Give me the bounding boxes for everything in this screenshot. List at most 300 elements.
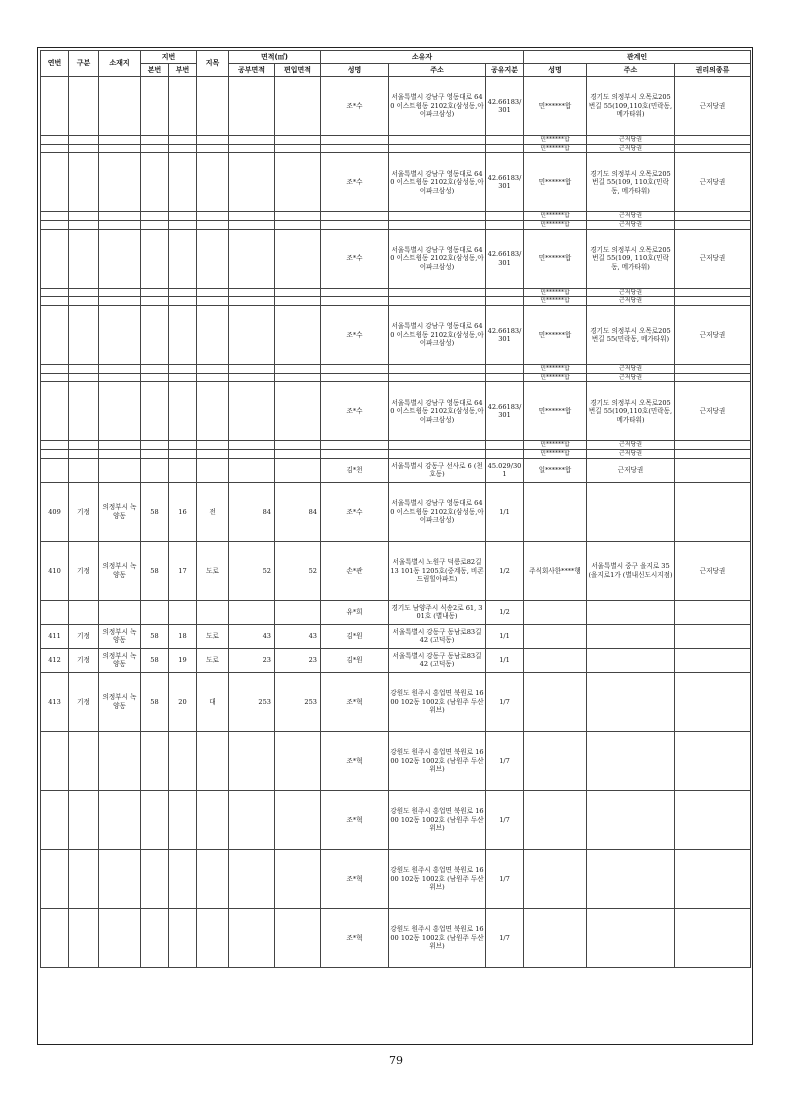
cell-party-name: 민******합 [524, 212, 587, 221]
cell-party-name [524, 648, 587, 672]
cell-party-right [675, 365, 751, 374]
cell-party-address: 근저당권 [587, 458, 675, 482]
cell-lot-sub [169, 221, 197, 230]
cell-area-included: 253 [275, 672, 321, 731]
cell-lot-main: 58 [141, 541, 169, 600]
cell-owner-name: 김*원 [321, 648, 389, 672]
cell-party-right: 근저당권 [675, 382, 751, 441]
cell-area-official [229, 153, 275, 212]
cell-category [69, 849, 99, 908]
cell-category [69, 144, 99, 153]
cell-owner-address: 서울특별시 강동구 선사로 6 (천호동) [389, 458, 486, 482]
cell-owner-name: 조*수 [321, 306, 389, 365]
cell-category [69, 297, 99, 306]
cell-lot-sub [169, 229, 197, 288]
cell-owner-name: 조*혁 [321, 672, 389, 731]
cell-owner-name: 조*혁 [321, 731, 389, 790]
cell-land-type [197, 212, 229, 221]
cell-party-address: 근저당권 [587, 144, 675, 153]
cell-party-address [587, 790, 675, 849]
cell-row-no [41, 221, 69, 230]
cell-party-right: 근저당권 [675, 229, 751, 288]
cell-party-right [675, 221, 751, 230]
cell-area-included [275, 382, 321, 441]
table-row [41, 458, 751, 482]
cell-row-no [41, 288, 69, 297]
cell-land-type [197, 382, 229, 441]
cell-owner-name: 조*혁 [321, 790, 389, 849]
header-party-name: 성명 [524, 64, 587, 77]
header-row-no: 연번 [41, 51, 69, 77]
cell-land-type [197, 77, 229, 136]
cell-owner-name: 김*천 [321, 458, 389, 482]
cell-row-no [41, 153, 69, 212]
cell-row-no [41, 144, 69, 153]
cell-area-included [275, 221, 321, 230]
cell-lot-sub [169, 382, 197, 441]
cell-owner-name: 조*수 [321, 382, 389, 441]
cell-owner-address: 서울특별시 강남구 영동대로 640 이스트윙동 2102호(삼성동,아이파크삼성) [389, 482, 486, 541]
cell-owner-address [389, 441, 486, 450]
cell-lot-main [141, 600, 169, 624]
cell-owner-address: 강원도 원주시 흥업면 북원로 1600 102동 1002호 (남원주 두산위브) [389, 672, 486, 731]
cell-owner-share: 45.029/301 [486, 458, 524, 482]
cell-party-name: 민******합 [524, 306, 587, 365]
cell-party-address: 근저당권 [587, 450, 675, 459]
table-row [41, 600, 751, 624]
header-party-right: 권리의종류 [675, 64, 751, 77]
cell-category [69, 365, 99, 374]
cell-location: 의정부시 녹양동 [99, 672, 141, 731]
cell-area-included: 84 [275, 482, 321, 541]
cell-party-name [524, 849, 587, 908]
cell-row-no [41, 136, 69, 145]
cell-owner-share: 1/1 [486, 482, 524, 541]
cell-category [69, 306, 99, 365]
cell-row-no: 413 [41, 672, 69, 731]
cell-lot-sub [169, 373, 197, 382]
cell-lot-main [141, 153, 169, 212]
cell-row-no [41, 306, 69, 365]
cell-row-no [41, 790, 69, 849]
cell-owner-share: 1/1 [486, 624, 524, 648]
header-area: 면적(㎡) [229, 51, 321, 64]
cell-owner-name: 조*수 [321, 482, 389, 541]
cell-row-no [41, 229, 69, 288]
table-row [41, 450, 751, 459]
cell-party-address [587, 600, 675, 624]
cell-owner-name [321, 136, 389, 145]
cell-owner-name [321, 373, 389, 382]
cell-category [69, 221, 99, 230]
cell-location [99, 136, 141, 145]
cell-location: 의정부시 녹양동 [99, 482, 141, 541]
cell-owner-name [321, 144, 389, 153]
cell-row-no: 410 [41, 541, 69, 600]
cell-category [69, 229, 99, 288]
cell-lot-sub [169, 600, 197, 624]
cell-party-name: 주식회사한****행 [524, 541, 587, 600]
cell-party-right [675, 297, 751, 306]
cell-category [69, 450, 99, 459]
cell-owner-name: 김*원 [321, 624, 389, 648]
cell-row-no [41, 441, 69, 450]
cell-lot-sub [169, 297, 197, 306]
cell-area-included [275, 365, 321, 374]
table-row [41, 648, 751, 672]
cell-row-no: 409 [41, 482, 69, 541]
cell-owner-share: 1/7 [486, 672, 524, 731]
cell-owner-share: 42.66183/301 [486, 77, 524, 136]
cell-party-address: 근저당권 [587, 221, 675, 230]
cell-category [69, 731, 99, 790]
cell-party-right: 근저당권 [675, 541, 751, 600]
header-owner: 소유자 [321, 51, 524, 64]
cell-party-right: 근저당권 [675, 153, 751, 212]
cell-owner-share: 1/7 [486, 849, 524, 908]
cell-lot-main [141, 790, 169, 849]
header-party: 관계인 [524, 51, 751, 64]
table-row [41, 221, 751, 230]
cell-row-no [41, 458, 69, 482]
cell-location [99, 373, 141, 382]
cell-lot-main [141, 849, 169, 908]
cell-party-right [675, 731, 751, 790]
cell-lot-main [141, 908, 169, 967]
cell-party-address: 서울특별시 중구 을지로 35 (을지로1가 (별내신도시지점) [587, 541, 675, 600]
table-row [41, 288, 751, 297]
cell-owner-address [389, 144, 486, 153]
cell-land-type [197, 229, 229, 288]
cell-land-type: 도로 [197, 648, 229, 672]
cell-owner-share [486, 365, 524, 374]
cell-area-included [275, 288, 321, 297]
cell-area-official: 84 [229, 482, 275, 541]
cell-land-type [197, 136, 229, 145]
cell-location [99, 229, 141, 288]
table-body [41, 77, 751, 968]
cell-owner-address: 서울특별시 노원구 덕릉로82길 13 101동 1205호(중계동, 비콘드림힐아파트) [389, 541, 486, 600]
cell-lot-sub [169, 306, 197, 365]
cell-lot-sub [169, 731, 197, 790]
cell-party-name [524, 482, 587, 541]
cell-row-no [41, 450, 69, 459]
cell-party-address: 근저당권 [587, 136, 675, 145]
cell-owner-address: 서울특별시 강남구 영동대로 640 이스트윙동 2102호(삼성동,아이파크삼성) [389, 77, 486, 136]
cell-owner-address [389, 136, 486, 145]
cell-land-type [197, 849, 229, 908]
cell-lot-sub [169, 441, 197, 450]
cell-area-included: 52 [275, 541, 321, 600]
cell-party-name: 민******합 [524, 450, 587, 459]
cell-owner-share: 42.66183/301 [486, 306, 524, 365]
cell-category [69, 458, 99, 482]
cell-lot-main [141, 382, 169, 441]
cell-lot-sub [169, 849, 197, 908]
cell-owner-name [321, 212, 389, 221]
cell-area-official: 52 [229, 541, 275, 600]
cell-party-name: 민******합 [524, 77, 587, 136]
cell-party-right [675, 849, 751, 908]
cell-lot-main [141, 458, 169, 482]
cell-land-type [197, 365, 229, 374]
cell-area-official [229, 77, 275, 136]
cell-area-official [229, 441, 275, 450]
cell-location: 의정부시 녹양동 [99, 648, 141, 672]
cell-party-name: 민******합 [524, 144, 587, 153]
cell-area-included [275, 144, 321, 153]
cell-land-type [197, 731, 229, 790]
cell-lot-sub [169, 153, 197, 212]
cell-owner-share [486, 450, 524, 459]
cell-owner-name [321, 288, 389, 297]
cell-party-name [524, 790, 587, 849]
cell-lot-sub [169, 790, 197, 849]
header-owner-share: 공유지분 [486, 64, 524, 77]
cell-area-official [229, 229, 275, 288]
cell-area-official: 23 [229, 648, 275, 672]
cell-lot-sub [169, 136, 197, 145]
cell-category: 기정 [69, 541, 99, 600]
cell-row-no [41, 731, 69, 790]
cell-owner-address: 강원도 원주시 흥업면 북원로 1600 102동 1002호 (남원주 두산위브) [389, 731, 486, 790]
cell-area-included [275, 908, 321, 967]
table-row [41, 624, 751, 648]
cell-category [69, 790, 99, 849]
cell-owner-address: 서울특별시 강남구 영동대로 640 이스트윙동 2102호(삼성동,아이파크삼성) [389, 153, 486, 212]
cell-party-name: 민******합 [524, 365, 587, 374]
cell-area-official [229, 306, 275, 365]
cell-owner-share: 42.66183/301 [486, 153, 524, 212]
cell-party-address: 경기도 의정부시 오목로205번길 55(109, 110호(민락동, 메가타워) [587, 153, 675, 212]
cell-owner-share [486, 441, 524, 450]
cell-area-official [229, 458, 275, 482]
cell-lot-main [141, 450, 169, 459]
page-number: 79 [389, 1054, 403, 1067]
header-owner-address: 주소 [389, 64, 486, 77]
cell-owner-name [321, 441, 389, 450]
cell-party-name: 민******합 [524, 441, 587, 450]
cell-area-included [275, 373, 321, 382]
header-area-official: 공부면적 [229, 64, 275, 77]
cell-location [99, 212, 141, 221]
cell-category [69, 600, 99, 624]
cell-owner-share: 1/7 [486, 790, 524, 849]
cell-lot-sub [169, 144, 197, 153]
cell-owner-share [486, 221, 524, 230]
table-row [41, 212, 751, 221]
cell-party-right [675, 600, 751, 624]
cell-owner-share: 42.66183/301 [486, 229, 524, 288]
cell-area-official [229, 849, 275, 908]
cell-party-address [587, 672, 675, 731]
cell-owner-share: 1/2 [486, 600, 524, 624]
cell-party-name: 민******합 [524, 382, 587, 441]
cell-lot-main [141, 297, 169, 306]
cell-lot-sub: 18 [169, 624, 197, 648]
cell-owner-name: 조*수 [321, 153, 389, 212]
cell-owner-share: 1/7 [486, 731, 524, 790]
table-row [41, 77, 751, 136]
cell-row-no [41, 908, 69, 967]
header-lot-sub: 부번 [169, 64, 197, 77]
cell-owner-address: 서울특별시 강남구 영동대로 640 이스트윙동 2102호(삼성동,아이파크삼성) [389, 229, 486, 288]
cell-owner-share [486, 212, 524, 221]
cell-party-address: 경기도 의정부시 오목로205번길 55(109, 110호(민락동, 메가타워) [587, 229, 675, 288]
cell-category [69, 153, 99, 212]
cell-row-no: 412 [41, 648, 69, 672]
cell-category [69, 441, 99, 450]
cell-owner-address [389, 365, 486, 374]
cell-row-no [41, 849, 69, 908]
cell-row-no [41, 600, 69, 624]
header-lot-main: 본번 [141, 64, 169, 77]
table-row [41, 672, 751, 731]
cell-area-official [229, 221, 275, 230]
cell-party-name: 민******합 [524, 297, 587, 306]
cell-party-right [675, 288, 751, 297]
cell-owner-name [321, 365, 389, 374]
cell-row-no [41, 373, 69, 382]
cell-owner-address: 서울특별시 강남구 영동대로 640 이스트윙동 2102호(삼성동,아이파크삼성) [389, 382, 486, 441]
cell-owner-share [486, 144, 524, 153]
cell-location [99, 306, 141, 365]
cell-party-name [524, 624, 587, 648]
cell-owner-address [389, 373, 486, 382]
cell-location [99, 908, 141, 967]
cell-party-name [524, 672, 587, 731]
table-row [41, 849, 751, 908]
cell-owner-name: 조*수 [321, 77, 389, 136]
cell-owner-address: 서울특별시 강남구 영동대로 640 이스트윙동 2102호(삼성동,아이파크삼성) [389, 306, 486, 365]
cell-row-no [41, 382, 69, 441]
table-row [41, 790, 751, 849]
cell-land-type [197, 600, 229, 624]
cell-category [69, 382, 99, 441]
cell-area-included [275, 450, 321, 459]
cell-row-no [41, 212, 69, 221]
cell-land-type [197, 144, 229, 153]
cell-land-type [197, 458, 229, 482]
table-row [41, 373, 751, 382]
cell-category: 기정 [69, 624, 99, 648]
cell-lot-main [141, 365, 169, 374]
cell-location [99, 382, 141, 441]
cell-lot-main [141, 77, 169, 136]
cell-lot-main [141, 212, 169, 221]
cell-party-right [675, 450, 751, 459]
cell-party-address: 근저당권 [587, 297, 675, 306]
cell-location [99, 450, 141, 459]
cell-area-official: 253 [229, 672, 275, 731]
cell-area-included: 43 [275, 624, 321, 648]
cell-party-address [587, 849, 675, 908]
cell-party-right [675, 790, 751, 849]
land-registry-table [40, 50, 751, 968]
cell-owner-share: 1/7 [486, 908, 524, 967]
cell-category [69, 77, 99, 136]
cell-land-type: 대 [197, 672, 229, 731]
cell-owner-address: 강원도 원주시 흥업면 북원로 1600 102동 1002호 (남원주 두산위브) [389, 849, 486, 908]
header-land-type: 지목 [197, 51, 229, 77]
cell-area-official [229, 731, 275, 790]
cell-owner-share: 1/1 [486, 648, 524, 672]
cell-location [99, 221, 141, 230]
cell-lot-main: 58 [141, 624, 169, 648]
cell-land-type [197, 288, 229, 297]
cell-area-official [229, 382, 275, 441]
cell-party-address: 경기도 의정부시 오목로205번길 55(109,110호(민락동, 메가타워) [587, 77, 675, 136]
cell-party-address: 근저당권 [587, 373, 675, 382]
cell-area-included [275, 212, 321, 221]
cell-area-included [275, 297, 321, 306]
cell-category [69, 288, 99, 297]
table-row [41, 144, 751, 153]
cell-area-included [275, 136, 321, 145]
cell-party-name: 민******합 [524, 136, 587, 145]
cell-area-included [275, 600, 321, 624]
cell-owner-address: 경기도 남양주시 식송2로 61, 301호 (별내동) [389, 600, 486, 624]
cell-location [99, 288, 141, 297]
cell-land-type: 전 [197, 482, 229, 541]
table-row [41, 908, 751, 967]
cell-party-address [587, 482, 675, 541]
cell-area-included [275, 229, 321, 288]
cell-owner-address [389, 297, 486, 306]
cell-land-type [197, 790, 229, 849]
cell-category: 기정 [69, 648, 99, 672]
cell-owner-address [389, 450, 486, 459]
cell-party-address [587, 908, 675, 967]
cell-lot-main [141, 221, 169, 230]
cell-land-type [197, 373, 229, 382]
cell-lot-main [141, 306, 169, 365]
cell-party-address [587, 624, 675, 648]
cell-owner-share [486, 136, 524, 145]
cell-party-right: 근저당권 [675, 77, 751, 136]
cell-area-included [275, 849, 321, 908]
cell-owner-address [389, 212, 486, 221]
cell-row-no: 411 [41, 624, 69, 648]
cell-location [99, 144, 141, 153]
cell-party-right [675, 908, 751, 967]
cell-row-no [41, 365, 69, 374]
header-location: 소재지 [99, 51, 141, 77]
cell-lot-sub [169, 458, 197, 482]
cell-party-name [524, 908, 587, 967]
cell-party-address: 근저당권 [587, 212, 675, 221]
cell-owner-name: 유*희 [321, 600, 389, 624]
cell-party-right [675, 441, 751, 450]
cell-lot-main: 58 [141, 482, 169, 541]
cell-party-address: 근저당권 [587, 365, 675, 374]
cell-area-included [275, 306, 321, 365]
cell-area-official [229, 212, 275, 221]
table-row [41, 441, 751, 450]
cell-lot-main [141, 731, 169, 790]
cell-area-official [229, 144, 275, 153]
cell-lot-sub: 20 [169, 672, 197, 731]
cell-owner-share [486, 373, 524, 382]
cell-location [99, 849, 141, 908]
cell-owner-share [486, 288, 524, 297]
cell-location [99, 458, 141, 482]
table-row [41, 229, 751, 288]
header-lot: 지번 [141, 51, 197, 64]
cell-area-official [229, 297, 275, 306]
cell-land-type: 도로 [197, 541, 229, 600]
cell-area-included [275, 790, 321, 849]
